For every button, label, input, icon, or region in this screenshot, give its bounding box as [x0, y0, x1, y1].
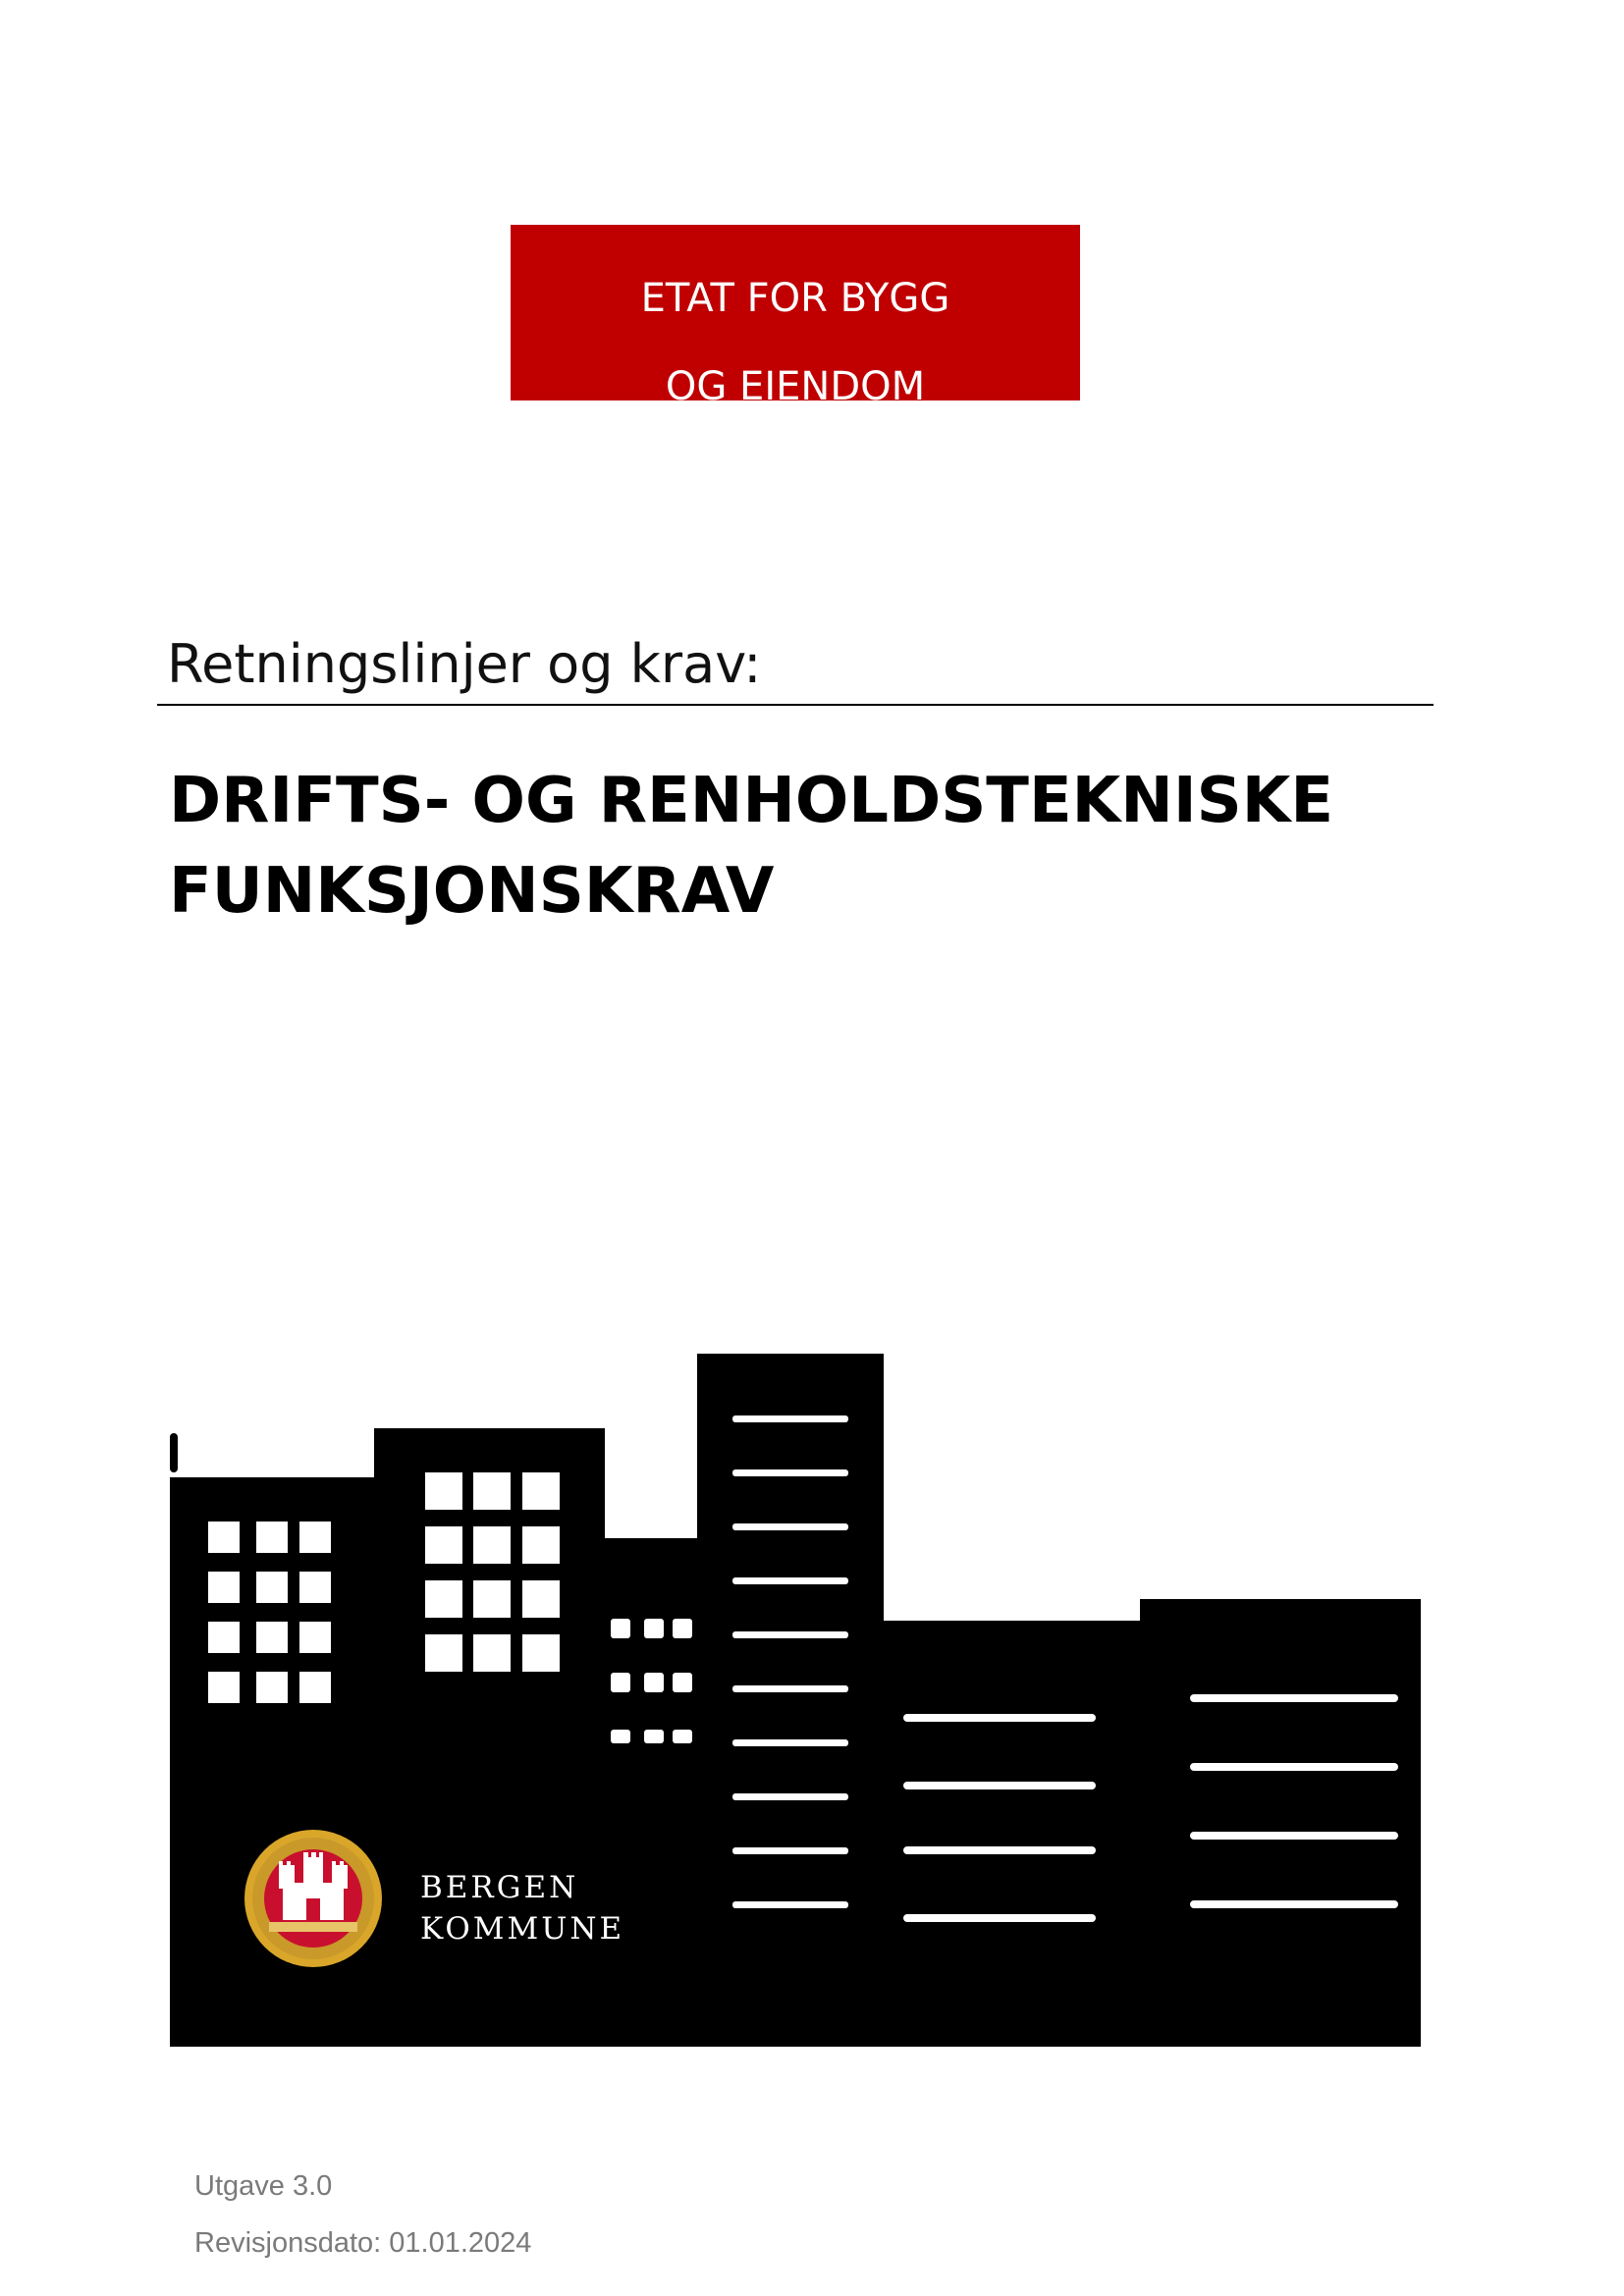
department-line-1: ETAT FOR BYGG	[640, 276, 950, 321]
wordmark-line-2: KOMMUNE	[420, 1911, 625, 1947]
bergen-coat-of-arms-icon	[244, 1830, 382, 1967]
department-line-2: OG EIENDOM	[665, 364, 926, 409]
title-line-2: FUNKSJONSKRAV	[169, 855, 775, 928]
document-meta	[194, 2158, 531, 2271]
document-subtitle: Retningslinjer og krav:	[167, 633, 762, 695]
edition-label: Utgave 3.0	[194, 2170, 333, 2202]
wordmark-line-1: BERGEN	[420, 1870, 579, 1905]
revision-date-label: Revisjonsdato: 01.01.2024	[194, 2227, 532, 2259]
bergen-kommune-wordmark	[420, 1867, 624, 1949]
title-line-1: DRIFTS- OG RENHOLDSTEKNISKE	[169, 765, 1334, 837]
